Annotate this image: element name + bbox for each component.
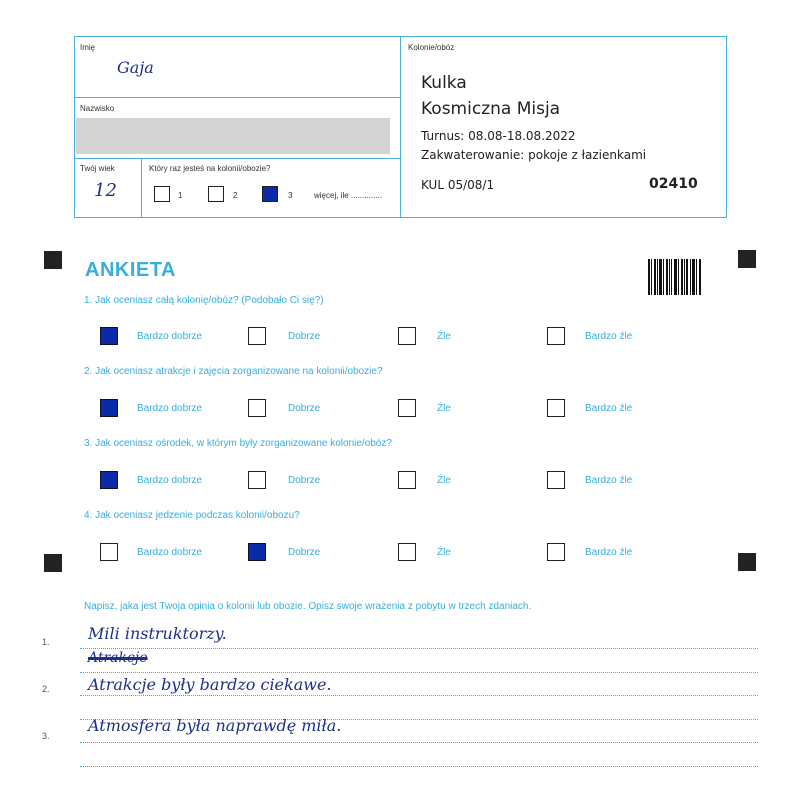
registration-mark-bottom-right: [738, 553, 756, 571]
q3-checkbox-dobrze[interactable]: [248, 471, 266, 489]
question-2: 2. Jak oceniasz atrakcje i zajęcia zorganizowane na kolonii/obozie?: [84, 366, 383, 377]
surname-label: Nazwisko: [80, 104, 115, 113]
q2-label-zle: Źle: [437, 403, 451, 414]
q1-checkbox-dobrze[interactable]: [248, 327, 266, 345]
answer-line: [80, 648, 758, 649]
q2-label-bardzo-zle: Bardzo źle: [585, 403, 633, 414]
q3-label-dobrze: Dobrze: [288, 475, 321, 486]
line-number-2: 2.: [42, 684, 50, 694]
divider-age: [141, 158, 142, 217]
q4-label-dobrze: Dobrze: [288, 547, 321, 558]
question-1: 1. Jak oceniasz całą kolonię/obóz? (Podobało Ci się?): [84, 295, 324, 306]
camp-program: Kosmiczna Misja: [421, 99, 561, 119]
answer-3[interactable]: Atmosfera była naprawdę miła.: [88, 716, 342, 735]
name-label: Imię: [80, 43, 96, 52]
name-value[interactable]: Gaja: [117, 58, 154, 77]
camp-label: Kolonie/obóz: [408, 43, 455, 52]
q1-label-bardzo-dobrze: Bardzo dobrze: [137, 331, 203, 342]
q4-checkbox-dobrze[interactable]: [248, 543, 266, 561]
q4-checkbox-bardzo-dobrze[interactable]: [100, 543, 118, 561]
q4-checkbox-bardzo-zle[interactable]: [547, 543, 565, 561]
age-label: Twój wiek: [80, 164, 115, 173]
q2-checkbox-bardzo-dobrze[interactable]: [100, 399, 118, 417]
form-number: 02410: [649, 176, 698, 192]
camp-code: KUL 05/08/1: [421, 178, 495, 192]
age-value[interactable]: 12: [94, 180, 117, 201]
divider-name: [74, 97, 401, 98]
q1-label-dobrze: Dobrze: [288, 331, 321, 342]
header-divider: [400, 36, 401, 217]
q3-checkbox-bardzo-zle[interactable]: [547, 471, 565, 489]
question-4: 4. Jak oceniasz jedzenie podczas kolonii/obozu?: [84, 510, 300, 521]
times-option-2: 2: [233, 191, 238, 200]
answer-2[interactable]: Atrakcje były bardzo ciekawe.: [88, 675, 332, 694]
q3-checkbox-bardzo-dobrze[interactable]: [100, 471, 118, 489]
times-checkbox-2[interactable]: [208, 186, 224, 202]
answer-line: [80, 672, 758, 673]
q1-checkbox-bardzo-zle[interactable]: [547, 327, 565, 345]
answer-line: [80, 742, 758, 743]
q3-label-zle: Źle: [437, 475, 451, 486]
times-checkbox-1[interactable]: [154, 186, 170, 202]
surname-redacted: [76, 118, 390, 154]
line-number-3: 3.: [42, 731, 50, 741]
q4-label-bardzo-dobrze: Bardzo dobrze: [137, 547, 203, 558]
answer-line: [80, 695, 758, 696]
times-more-label: więcej, ile ..............: [314, 191, 383, 200]
q2-checkbox-zle[interactable]: [398, 399, 416, 417]
q1-label-bardzo-zle: Bardzo źle: [585, 331, 633, 342]
answer-1[interactable]: Mili instruktorzy.: [88, 624, 227, 643]
q2-label-dobrze: Dobrze: [288, 403, 321, 414]
q2-checkbox-dobrze[interactable]: [248, 399, 266, 417]
crossed-out-text: Atrakcje: [88, 650, 148, 666]
q4-checkbox-zle[interactable]: [398, 543, 416, 561]
q2-label-bardzo-dobrze: Bardzo dobrze: [137, 403, 203, 414]
times-option-3: 3: [288, 191, 293, 200]
registration-mark-top-left: [44, 251, 62, 269]
times-label: Który raz jesteś na kolonii/obozie?: [149, 164, 271, 173]
times-checkbox-3[interactable]: [262, 186, 278, 202]
q3-label-bardzo-zle: Bardzo źle: [585, 475, 633, 486]
q1-checkbox-zle[interactable]: [398, 327, 416, 345]
registration-mark-top-right: [738, 250, 756, 268]
times-option-1: 1: [178, 191, 183, 200]
turnus: Turnus: 08.08-18.08.2022: [421, 129, 576, 143]
q3-checkbox-zle[interactable]: [398, 471, 416, 489]
survey-title: ANKIETA: [85, 259, 176, 281]
q1-label-zle: Źle: [437, 331, 451, 342]
accommodation: Zakwaterowanie: pokoje z łazienkami: [421, 148, 647, 162]
registration-mark-bottom-left: [44, 554, 62, 572]
divider-surname: [74, 158, 401, 159]
q1-checkbox-bardzo-dobrze[interactable]: [100, 327, 118, 345]
answer-line: [80, 766, 758, 767]
q3-label-bardzo-dobrze: Bardzo dobrze: [137, 475, 203, 486]
line-number-1: 1.: [42, 637, 50, 647]
camp-name: Kulka: [421, 73, 467, 93]
barcode-icon: [648, 259, 702, 295]
question-3: 3. Jak oceniasz ośrodek, w którym były zorganizowane kolonie/obóz?: [84, 438, 392, 449]
opinion-prompt: Napisz, jaka jest Twoja opinia o kolonii lub obozie. Opisz swoje wrażenia z pobytu w trzech zdaniach.: [84, 601, 532, 612]
q4-label-bardzo-zle: Bardzo źle: [585, 547, 633, 558]
q2-checkbox-bardzo-zle[interactable]: [547, 399, 565, 417]
q4-label-zle: Źle: [437, 547, 451, 558]
